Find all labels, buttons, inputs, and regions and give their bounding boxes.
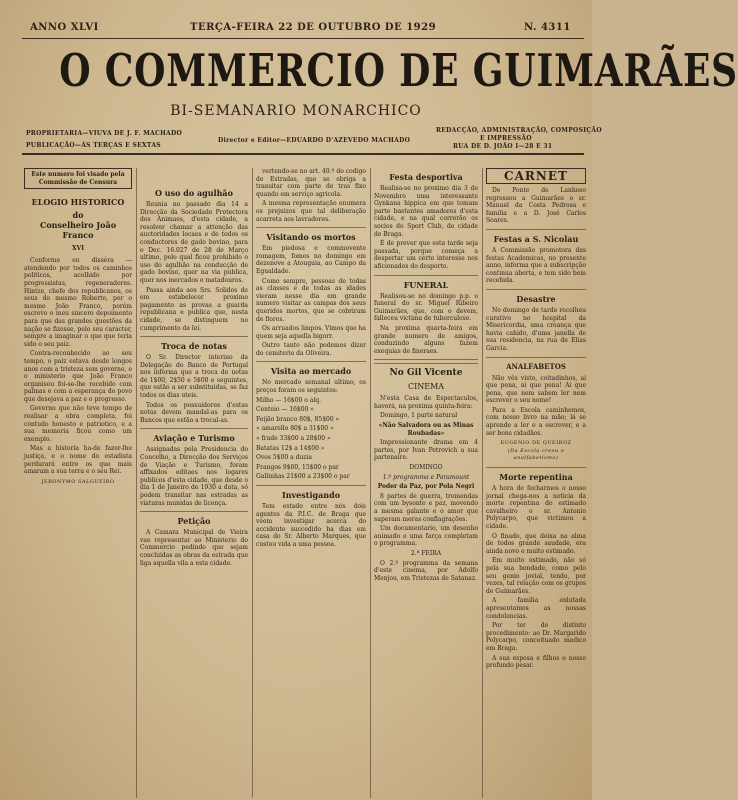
film-title: Poder da Paz, por Pola Negri xyxy=(377,483,475,491)
column-4 xyxy=(374,168,478,798)
paragraph: Realisa-se no proximo dia 3 de Novembro uma interessante Gynkana hippica em que tomam parte bastantes amadores d'esta cidade, e na qual correrão os socios do Sport Club, de cidade de Braga. xyxy=(374,185,478,238)
article-title: Festa desportiva xyxy=(389,172,463,182)
price-line: Ovos 5$00 a duzia xyxy=(256,454,312,462)
article-title: O uso do agulhão xyxy=(155,188,233,198)
paragraph: Para a Escola caminhemos, com nosso livro na mão; lá se aprende a ler e a escrever, e a ser bons cidadãos. xyxy=(486,406,586,437)
proprietor-line: PROPRIETARIA—VIUVA DE J. F. MACHADO xyxy=(26,130,183,137)
article-title: Festas a S. Nicolau xyxy=(493,233,579,244)
divider xyxy=(374,359,478,364)
price-line: Feijão branco 80$, 85$00 » xyxy=(256,415,340,423)
paragraph: Todos os possuidores d'estas notas devem mandal-as para os Bancos que estão a trocal-as. xyxy=(140,401,248,424)
poem-signature: EUGENIO DE QUEIROZ xyxy=(500,440,572,447)
paragraph: A familia enlutada apresentamos as nossas condolencias. xyxy=(486,597,586,620)
column-5 xyxy=(486,168,586,798)
paragraph: A Camara Municipal de Vieira vae representar ao Ministerio do Commercio pedindo que sejam concluidas as obras da estrada que liga aquella vila a esta cidade. xyxy=(140,529,248,567)
article-title: ELOGIO HISTORICO xyxy=(31,197,125,208)
article-title: Morte repentina xyxy=(499,472,573,483)
divider xyxy=(486,289,586,290)
article-subtitle: CINEMA xyxy=(407,382,445,392)
paragraph: No mercado semanal ultimo, os preços foram os seguintes: xyxy=(256,379,366,395)
paragraph: Conforme eu disséra — atendendo por todos os caminhos politicos, acolhido por progressistas, regeneradores. Hintze, chefe dos republicanos, os seus do mesmo Roberto, por o mesmo João Franco, porém escrevo o meu sincero depoimento para que das grandes questões da nação se fizesse, pelo seu caracter, sempre a imaginar o que que teria sido o seu paiz. xyxy=(24,257,132,348)
paragraph: Reunia no passado dia 14 a Direcção da Sociedade Protectora dos Animaes, d'esta cidade, a resolver chamar a attenção das auctoridades locaes e de todos os conductores de gado bovino, para o Dec. 16.027 de 28 de Março ultimo, pelo qual ficou prohibido o uso do agulhão na conducção de gado bovino, quer na via publica, quer nos mercados e matadouros. xyxy=(140,201,248,284)
paragraph: Os arruados limpos. Vimos que ha quem seja aquella bigorr. xyxy=(256,325,367,340)
program-day: 2.ª FEIRA xyxy=(410,549,442,557)
column-divider xyxy=(482,168,483,798)
divider xyxy=(486,229,586,230)
paragraph: Assignadas pela Presidencia do Concelho, a Direcção dos Serviços de Viação e Turismo, foram affixados editaes nos logares publicos d'esta cidade, que desde o dia 1 de Janeiro de 1930 a data, só podem transitar nas estradas as viaturas munidas de licença. xyxy=(140,446,248,507)
paragraph: vertendo-se no art. 40.º do codigo de Estradas, que se obriga a transitar com parte de tras fixo quando em serviço agricola. xyxy=(256,168,366,198)
paragraph: Mas a historia ha-de fazer-lhe justiça, e o nome do estadista perdurará entre os que mais amaram a sua terra e o seu Rei. xyxy=(24,445,132,476)
article-title: Desastre xyxy=(516,293,556,304)
paragraph: Impressionante drama em 4 partes, por Ivan Petrovich a sua partenaire. xyxy=(374,439,478,462)
divider xyxy=(486,467,586,468)
paragraph: O Sr. Director interino da Delegação do Banco de Portugal nos informa que a troca de notas de 1$00, 2$50 e 5$00 e seguintes, que estão a ser substituidas, se faz todos os dias uteis. xyxy=(140,354,248,400)
paragraph: Tem estado entre nós dois agentes da P.I.C. de Braga que veem investigar acerca do accidente succedido ha dias em casa do Sr. Alberto Marques, que custou vida a uma pessoa. xyxy=(256,503,366,548)
paragraph: De Ponte de Lanhoso regressou a Guimarães o sr. Manuel da Costa Pedrosa e familia e a D. José Carlos Soares. xyxy=(486,187,586,225)
publication-line: PUBLICAÇÃO—ÁS TERÇAS E SEXTAS xyxy=(26,142,161,149)
price-line: » frade 33$00 a 28$00 » xyxy=(256,435,331,443)
program-day: DOMINGO xyxy=(409,464,443,472)
paragraph: Passa ainda aos Srs. Solidos de em estabelecer proximo pagamento as provas a guarda republicana e publica que, nesta cidade, se distinguem no cumprimento da lei. xyxy=(140,286,248,332)
article-title: Aviação e Turismo xyxy=(153,433,235,444)
subtitle: BI-SEMANARIO MONARCHICO xyxy=(170,103,422,119)
price-line: Gallinhas 21$00 a 23$00 o par xyxy=(256,473,350,481)
article-title: Visitando os mortos xyxy=(266,232,356,243)
program-line: 1.º programma e Paramount xyxy=(382,473,470,481)
divider xyxy=(140,511,248,512)
paragraph: Em piedosa e commovente romagem, fomos no domingo em dezenove a Atouguia, ao Campo da Egualdade. xyxy=(256,245,366,275)
column-1 xyxy=(24,168,132,798)
paragraph: A Commissão promotora das festas Academicas, no presente anno, informa que a subscripção continua aberta, e tem sido bem recebida. xyxy=(486,246,586,285)
paragraph: A hora de fecharmos o nosso jornal chega-nos a noticia da morte repentina do estimado cavalheiro o sr. Antonio Polycarpo, que victimou a cidade. xyxy=(486,485,586,530)
issue-date: TERÇA-FEIRA 22 DE OUTUBRO DE 1929 xyxy=(190,22,437,33)
paragraph: Na proxima quarta-feira em grande numero de amigos, conduzindo alguns fazem exequias de fineraes. xyxy=(374,324,478,355)
paragraph: O 2.º programma da semana d'este cinema, por Adolfo Menjou, em Tristezas de Satanaz. xyxy=(374,559,478,582)
paragraph: N'esta Casa de Espectaculos, haverá, na proxima quinta-feira: xyxy=(374,395,478,410)
article-title: Troca de notas xyxy=(161,341,227,352)
column-divider xyxy=(370,168,371,798)
censor-notice: Este numero foi visado pela Commissão de Censura xyxy=(24,168,132,189)
divider xyxy=(256,227,366,228)
article-signature: JERONYMO SALGUEIRO xyxy=(41,478,115,485)
paragraph: No domingo de tarde recolheu curativo no hospital da Misericordia, uma creança que havia cahido, d'uma janella de sua residencia, na rua de Elias Garcia. xyxy=(486,306,586,352)
divider xyxy=(256,361,366,362)
director-line: Director e Editor—EDUARDO D'AZEVEDO MACHADO xyxy=(218,137,411,144)
top-rule xyxy=(22,38,584,39)
article-title: ANALFABETOS xyxy=(506,361,566,371)
article-title: CARNET xyxy=(486,168,586,184)
paragraph: Realisou-se no domingo p.p. o funeral do sr. Miguel Ribeiro Guimarães, que, com o devem, falleceu victima de tuberculose. xyxy=(374,292,478,323)
article-title: No Gil Vicente xyxy=(389,368,463,379)
film-title: «Não Salvadora ou as Minas Roubadas» xyxy=(378,422,474,437)
redaccao-line: REDACÇÃO, ADMINISTRAÇÃO, COMPOSIÇÃO xyxy=(436,127,602,134)
paragraph: A mesma representação enumera os prejuizos que tal deliberação acarreta aos lavradores. xyxy=(256,200,366,223)
price-line: Batatas 12$ a 14$00 » xyxy=(256,444,325,452)
price-line: » amarello 80$ a 31$00 » xyxy=(256,425,334,433)
column-divider xyxy=(252,168,253,798)
article-title: Visita ao mercado xyxy=(270,366,352,377)
column-3 xyxy=(256,168,366,798)
paragraph: 8 partes de guerra, tremendas com um bysonte e paz, movendo a mesma galante e o amor que superam meras conflagrações. xyxy=(374,492,478,523)
paragraph: Contra-reconhecido ao seu tempo, o paiz estava desde longos anos com a tristeza sem governo, e o ministerio que João Franco organisou foi-se-lhe recebido com palmas e com a esperança do povo que desejava a paz e o progresso. xyxy=(24,350,132,403)
paragraph: O finado, que deixa na alma de todos grande saudade, era ainda novo e muito estimado. xyxy=(486,532,586,555)
paragraph: É de prever que esta tarde seja passada, porque começa a despertar um certo interesse nos aficionados do desporto. xyxy=(374,240,478,270)
column-2 xyxy=(140,168,248,798)
paragraph: Domingo, 1 parte natural xyxy=(380,412,458,420)
divider xyxy=(140,336,248,337)
paragraph: Em muito estimado, não só pela sua bondade, como pelo seu genio jovial, tendo, por vezes, tal relação com os grupos de Guimarães. xyxy=(486,557,586,595)
divider xyxy=(140,428,248,429)
price-line: Centeio — 16$00 » xyxy=(256,406,314,414)
paragraph: Por ter de distinto procedimento: ao Dr. Margarido Polycarpo, conceituado medico em Braga. xyxy=(486,622,586,652)
column-divider xyxy=(136,168,137,798)
article-title: Investigando xyxy=(281,490,341,500)
masthead: O COMMERCIO DE GUIMARÃES xyxy=(59,44,738,97)
paragraph: Outro tanto não podemos dizer do cemiterio da Oliveira. xyxy=(256,342,366,357)
divider xyxy=(486,357,586,358)
paragraph: Como sempre, pessoas de todas as classes e de todas as idades vieram nesse dia em grande numero visitar as campas dos seus queridos mortos, que se cobriram de flores. xyxy=(256,277,366,323)
issue-number: N. 4311 xyxy=(524,22,571,33)
article-title-connector: do xyxy=(72,210,84,221)
price-line: Frangos 9$00, 15$00 o par xyxy=(256,463,339,471)
year-label: ANNO XLVI xyxy=(30,22,99,33)
address-line: RUA DE D. JOÃO I—28 E 31 xyxy=(453,143,553,150)
divider xyxy=(374,275,478,276)
article-title: FUNERAL xyxy=(403,279,449,290)
section-number: XVI xyxy=(71,245,85,253)
paragraph: Governo que não teve tempo de realisar a obra completa, foi contudo honesto e patriotico, e a sua memoria ficou como um exemplo. xyxy=(24,405,132,443)
paragraph: Um documentario, um desenho animado e uma farça completam o programma. xyxy=(374,525,478,548)
impressao-line: E IMPRESSÃO xyxy=(480,135,532,142)
paragraph: A sua esposa e filhos o nosso profundo pesar. xyxy=(486,654,586,670)
price-line: Milho — 16$00 o alq. xyxy=(256,396,322,404)
divider xyxy=(256,485,366,486)
paragraph: Não vês visto, coitadinhos, ai que pena, ai que pena! Ai que pena, que nem sabem ler nem escrever o seu nome! xyxy=(486,374,586,405)
poem-source: (Da Escola creou o analfabetismo) xyxy=(507,447,565,462)
header-rule xyxy=(22,153,584,155)
article-subject: Conselheiro João Franco xyxy=(39,220,117,241)
article-title: Petição xyxy=(177,516,211,527)
